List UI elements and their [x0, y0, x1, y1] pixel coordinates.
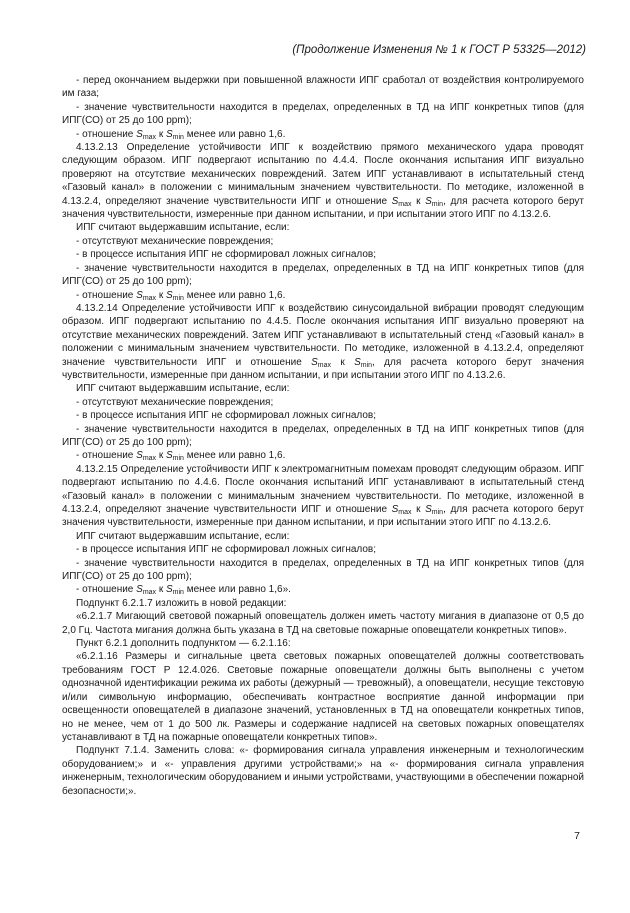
clause-6-2-1-16: «6.2.1.16 Размеры и сигнальные цвета световых пожарных оповещателей должны соответствовать требованиям ГОСТ Р 12.4.026. Световые пожарные оповещатели должны быть выполнены с учетом однозначной идентификации режима их работы (дежурный — тревожный), а оповещатели, несущие текстовую и/или символьную информацию, обеспечивать контрастное восприятие данной информации при освещенности оповещателей в диапазоне значений, установленных в ТД на оповещатели конкретных типов, но не менее, чем от 1 до 500 лк. Размеры и содержание надписей на световых пожарных оповещателях устанавливают в ТД на пожарные оповещатели конкретных типов». — [62, 651, 584, 743]
pass-criteria: ИПГ считают выдержавшим испытание, если: — [76, 530, 290, 542]
list-item: - перед окончанием выдержки при повышенной влажности ИПГ сработал от воздействия контролируемого им газа; — [62, 75, 584, 100]
list-item: - значение чувствительности находится в пределах, определенных в ТД на ИПГ конкретных типов (для ИПГ(СО) от 25 до 100 ppm); — [62, 557, 584, 583]
pass-criteria: ИПГ считают выдержавшим испытание, если: — [76, 383, 290, 395]
pass-criteria: ИПГ считают выдержавшим испытание, если: — [76, 222, 290, 234]
clause-4-13-2-13: 4.13.2.13 Определение устойчивости ИПГ к воздействию прямого механического удара проводят следующим образом. ИПГ подвергают испытанию по 4.4.4. После окончания испытания ИПГ визуально проверяют на отсутствие механических повреждений. Затем ИПГ устанавливают в испытательный стенд «Газовый канал» в положении с минимальным значением чувствительности. По методике, изложенной в 4.13.2.4, определяют значение чувствительности ИПГ и отношение $S_{max}$ к $S_{min}$, для расчета которого берут значения чувствительности, измеренные при данном испытании, и при испытании этого ИПГ по 4.13.2.6. — [62, 142, 584, 221]
list-item: - значение чувствительности находится в пределах, определенных в ТД на ИПГ конкретных типов (для ИПГ(СО) от 25 до 100 ppm); — [62, 101, 584, 127]
clause-7-1-4: Подпункт 7.1.4. Заменить слова: «- формирования сигнала управления инженерным и технологическим оборудованием;» и «- управления другими устройствами;» на «- формирования сигнала управления инженерным, технологическим оборудованием и иными устройствами, участвующими в обеспечении пожарной безопасности;». — [62, 745, 584, 797]
amendment-instruction: Подпункт 6.2.1.7 изложить в новой редакции: — [76, 597, 287, 609]
list-item: - в процессе испытания ИПГ не сформировал ложных сигналов; — [76, 544, 377, 556]
list-item: - отсутствуют механические повреждения; — [76, 396, 274, 408]
list-item: - в процессе испытания ИПГ не сформировал ложных сигналов; — [76, 249, 377, 261]
page-header: (Продолжение Изменения № 1 к ГОСТ Р 53325—2012) — [292, 44, 586, 56]
clause-4-13-2-14: 4.13.2.14 Определение устойчивости ИПГ к воздействию синусоидальной вибрации проводят следующим образом. ИПГ подвергают испытанию по 4.4.5. После окончания испытания ИПГ визуально проверяют на отсутствие механических повреждений. Затем ИПГ устанавливают в испытательный стенд «Газовый канал» в положении с минимальным значением чувствительности. По методике, изложенной в 4.13.2.4, определяют значение чувствительности ИПГ и отношение $S_{max}$ к $S_{min}$, для расчета которого берут значения чувствительности, измеренные при данном испытании, и при испытании этого ИПГ по 4.13.2.6. — [62, 302, 585, 381]
ratio-line: - отношение $S_{max}$ к $S_{min}$ менее или равно 1,6. — [76, 128, 286, 141]
clause-4-13-2-15: 4.13.2.15 Определение устойчивости ИПГ к электромагнитным помехам проводят следующим образом. ИПГ подвергают испытанию по 4.4.6. После окончания испытаний ИПГ устанавливают в испытательный стенд «Газовый канал» в положении с минимальным значением чувствительности. По методике, изложенной в 4.13.2.4, определяют значение чувствительности ИПГ и отношение $S_{max}$ к $S_{min}$, для расчета которого берут значения чувствительности, измеренные при данном испытании, и при испытании этого ИПГ по 4.13.2.6. — [62, 463, 584, 529]
ratio-line: - отношение $S_{max}$ к $S_{min}$ менее или равно 1,6». — [76, 584, 291, 597]
ratio-line: - отношение $S_{max}$ к $S_{min}$ менее или равно 1,6. — [76, 450, 286, 463]
amendment-instruction: Пункт 6.2.1 дополнить подпунктом — 6.2.1.16: — [76, 638, 291, 650]
list-item: - значение чувствительности находится в пределах, определенных в ТД на ИПГ конкретных типов (для ИПГ(СО) от 25 до 100 ppm); — [62, 262, 584, 288]
clause-6-2-1-7: «6.2.1.7 Мигающий световой пожарный оповещатель должен иметь частоту мигания в диапазоне от 0,5 до 2,0 Гц. Частота мигания должна быть указана в ТД на световые пожарные оповещатели конкретных типов». — [62, 611, 584, 636]
document-body — [62, 74, 584, 798]
page-number: 7 — [574, 830, 580, 842]
ratio-line: - отношение $S_{max}$ к $S_{min}$ менее или равно 1,6. — [76, 289, 286, 302]
list-item: - значение чувствительности находится в пределах, определенных в ТД на ИПГ конкретных типов (для ИПГ(СО) от 25 до 100 ppm); — [62, 423, 584, 448]
list-item: - в процессе испытания ИПГ не сформировал ложных сигналов; — [76, 410, 377, 422]
list-item: - отсутствуют механические повреждения; — [76, 235, 274, 247]
